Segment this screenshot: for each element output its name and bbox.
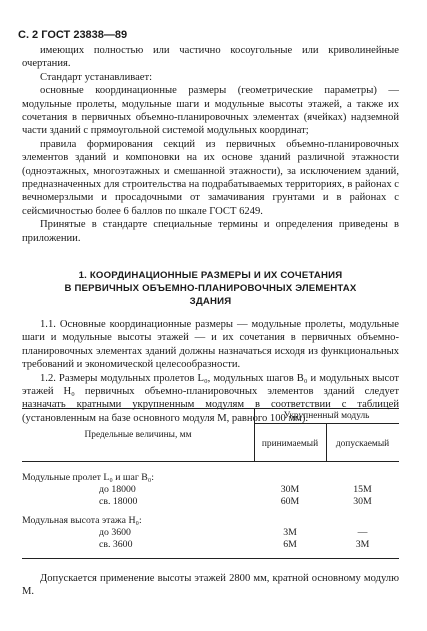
clause-1-1: 1.1. Основные координационные размеры — модульные пролеты, модульные шаги и модульные высоты этажей — и их сочетания в первичных объемно-планировочных элементах зданий должны назначаться исходя из функциональных требований и экономической целесообразности. bbox=[22, 319, 399, 371]
section-title-line-1: 1. КООРДИНАЦИОННЫЕ РАЗМЕРЫ И ИХ СОЧЕТАНИЯ bbox=[78, 270, 343, 281]
intro-paragraph-5: Принятые в стандарте специальные термины и определения приведены в приложении. bbox=[22, 219, 399, 244]
table-cell-accepted: 6М bbox=[283, 539, 297, 550]
table-cell-accepted: 60М bbox=[280, 496, 300, 507]
table-cell-accepted: 30М bbox=[280, 484, 300, 495]
section-title bbox=[22, 269, 399, 308]
intro-paragraph-4: правила формирования секций из первичных объемно-планировочных элементов зданий и компоновки на их основе зданий различной этажности (одноэтажных, многоэтажных и смешанной этажности), за исключением зданий, предназначенных для строительства на подрабатываемых территориях, в районах с вечномерзлыми и просадочными от замачивания грунтами и в районах с сейсмичностью более 6 баллов по шкале ГОСТ 6249. bbox=[22, 138, 399, 217]
table-bottom-rule bbox=[22, 558, 399, 559]
page-header: С. 2 ГОСТ 23838—89 bbox=[18, 29, 128, 41]
intro-paragraph-1: имеющих полностью или частично косоугольные или криволинейные очертания. bbox=[22, 45, 399, 70]
table-row-label: св. 3600 bbox=[99, 539, 133, 550]
section-title-line-3: ЗДАНИЯ bbox=[189, 296, 232, 307]
table-cell-allowed: — bbox=[357, 527, 368, 538]
table-row-group-1: Модульные пролет L₀ и шаг B₀: bbox=[22, 472, 154, 483]
table-header-module: Укрупненный модуль bbox=[283, 411, 370, 421]
final-text: Допускается применение высоты этажей 2800 мм, кратной основному модулю М. bbox=[22, 573, 399, 598]
table-cell-allowed: 3М bbox=[355, 539, 370, 550]
intro-paragraph-3: основные координационные размеры (геометрические параметры) —модульные пролеты, модульные шаги и модульные высоты этажей, а также их сочетания в первичных объемно-планировочных элементах (ячейках) надземной части зданий с прямоугольной системой модульных координат; bbox=[22, 85, 399, 137]
table-top-rule bbox=[22, 408, 399, 409]
section-title-line-2: В ПЕРВИЧНЫХ ОБЪЕМНО-ПЛАНИРОВОЧНЫХ ЭЛЕМЕНТАХ bbox=[64, 283, 357, 294]
table-header-limits: Предельные величины, мм bbox=[84, 430, 192, 440]
table-row-label: до 3600 bbox=[99, 527, 131, 538]
table-header-allowed: допускаемый bbox=[335, 439, 390, 449]
table-cell-allowed: 30М bbox=[353, 496, 372, 507]
intro-text bbox=[22, 44, 399, 245]
table-row-label: до 18000 bbox=[99, 484, 136, 495]
modules-table bbox=[22, 408, 399, 562]
table-row-label: св. 18000 bbox=[99, 496, 138, 507]
table-cell-accepted: 3М bbox=[283, 527, 297, 538]
table-header-accepted: принимаемый bbox=[261, 439, 319, 449]
intro-paragraph-2: Стандарт устанавливает: bbox=[40, 71, 153, 83]
table-cell-allowed: 15М bbox=[353, 484, 372, 495]
table-row-group-2: Модульная высота этажа H₀: bbox=[22, 515, 142, 526]
final-paragraph bbox=[22, 572, 399, 599]
clause-1-2: 1.2. Размеры модульных пролетов L₀, модульных шагов B₀ и модульных высот этажей H₀ первичных объемно-планировочных элементов зданий следует назначать кратными укрупненным модулям в соответствии с таблицей (установленным на базе основного модуля М, равного 100 мм). bbox=[22, 372, 399, 424]
table-header-rule bbox=[22, 461, 399, 462]
